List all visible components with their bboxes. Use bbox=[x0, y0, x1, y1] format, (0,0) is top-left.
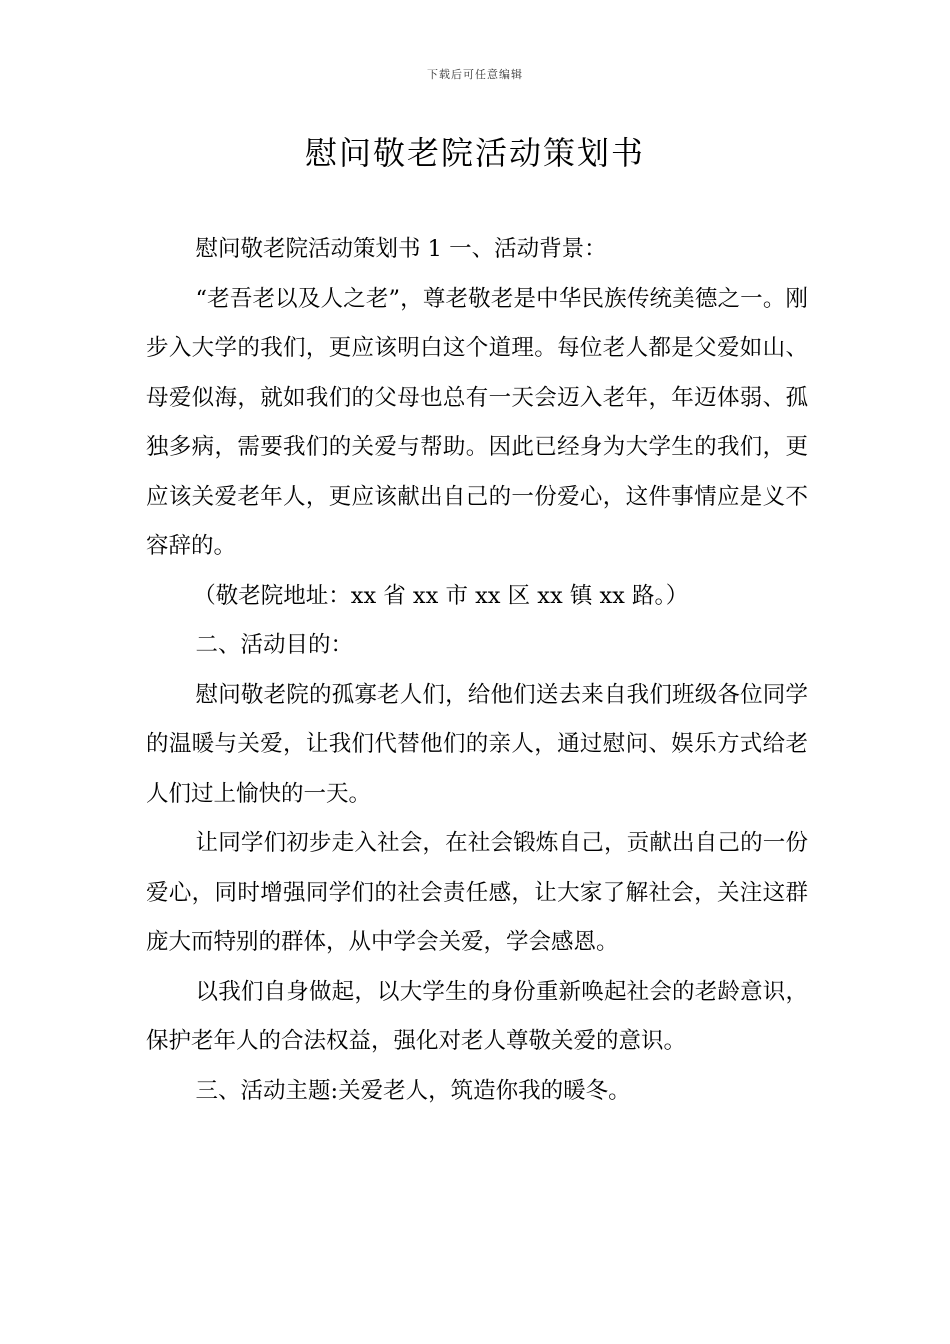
paragraph-purpose-1: 慰问敬老院的孤寡老人们，给他们送去来自我们班级各位同学的温暖与关爱，让我们代替他们的亲人，通过慰问、娱乐方式给老人们过上愉快的一天。 bbox=[146, 681, 808, 807]
paragraph-purpose-3: 以我们自身做起，以大学生的身份重新唤起社会的老龄意识，保护老年人的合法权益，强化对老人尊敬关爱的意识。 bbox=[146, 978, 808, 1054]
paragraph-background-heading: 慰问敬老院活动策划书 1 一、活动背景： bbox=[195, 236, 607, 262]
paragraph-purpose-2: 让同学们初步走入社会，在社会锻炼自己，贡献出自己的一份爱心，同时增强同学们的社会责任感，让大家了解社会，关注这群庞大而特别的群体，从中学会关爱，学会感恩。 bbox=[146, 830, 808, 955]
document-title: 慰问敬老院活动策划书 bbox=[304, 134, 645, 172]
document-body bbox=[146, 225, 808, 1116]
paragraph-background-text: “老吾老以及人之老”，尊老敬老是中华民族传统美德之一。刚步入大学的我们，更应该明白这个道理。每位老人都是父爱如山、母爱似海，就如我们的父母也总有一天会迈入老年，年迈体弱、孤独多病，需要我们的关爱与帮助。因此已经身为大学生的我们，更应该关爱老年人，更应该献出自己的一份爱心，这件事情应是义不容辞的。 bbox=[146, 285, 808, 559]
paragraph-purpose-heading: 二、活动目的： bbox=[195, 632, 354, 658]
header-note: 下载后可任意编辑 bbox=[427, 68, 523, 81]
paragraph-address: （敬老院地址：xx 省 xx 市 xx 区 xx 镇 xx 路。） bbox=[193, 582, 689, 609]
paragraph-theme: 三、活动主题:关爱老人，筑造你我的暖冬。 bbox=[195, 1077, 631, 1104]
